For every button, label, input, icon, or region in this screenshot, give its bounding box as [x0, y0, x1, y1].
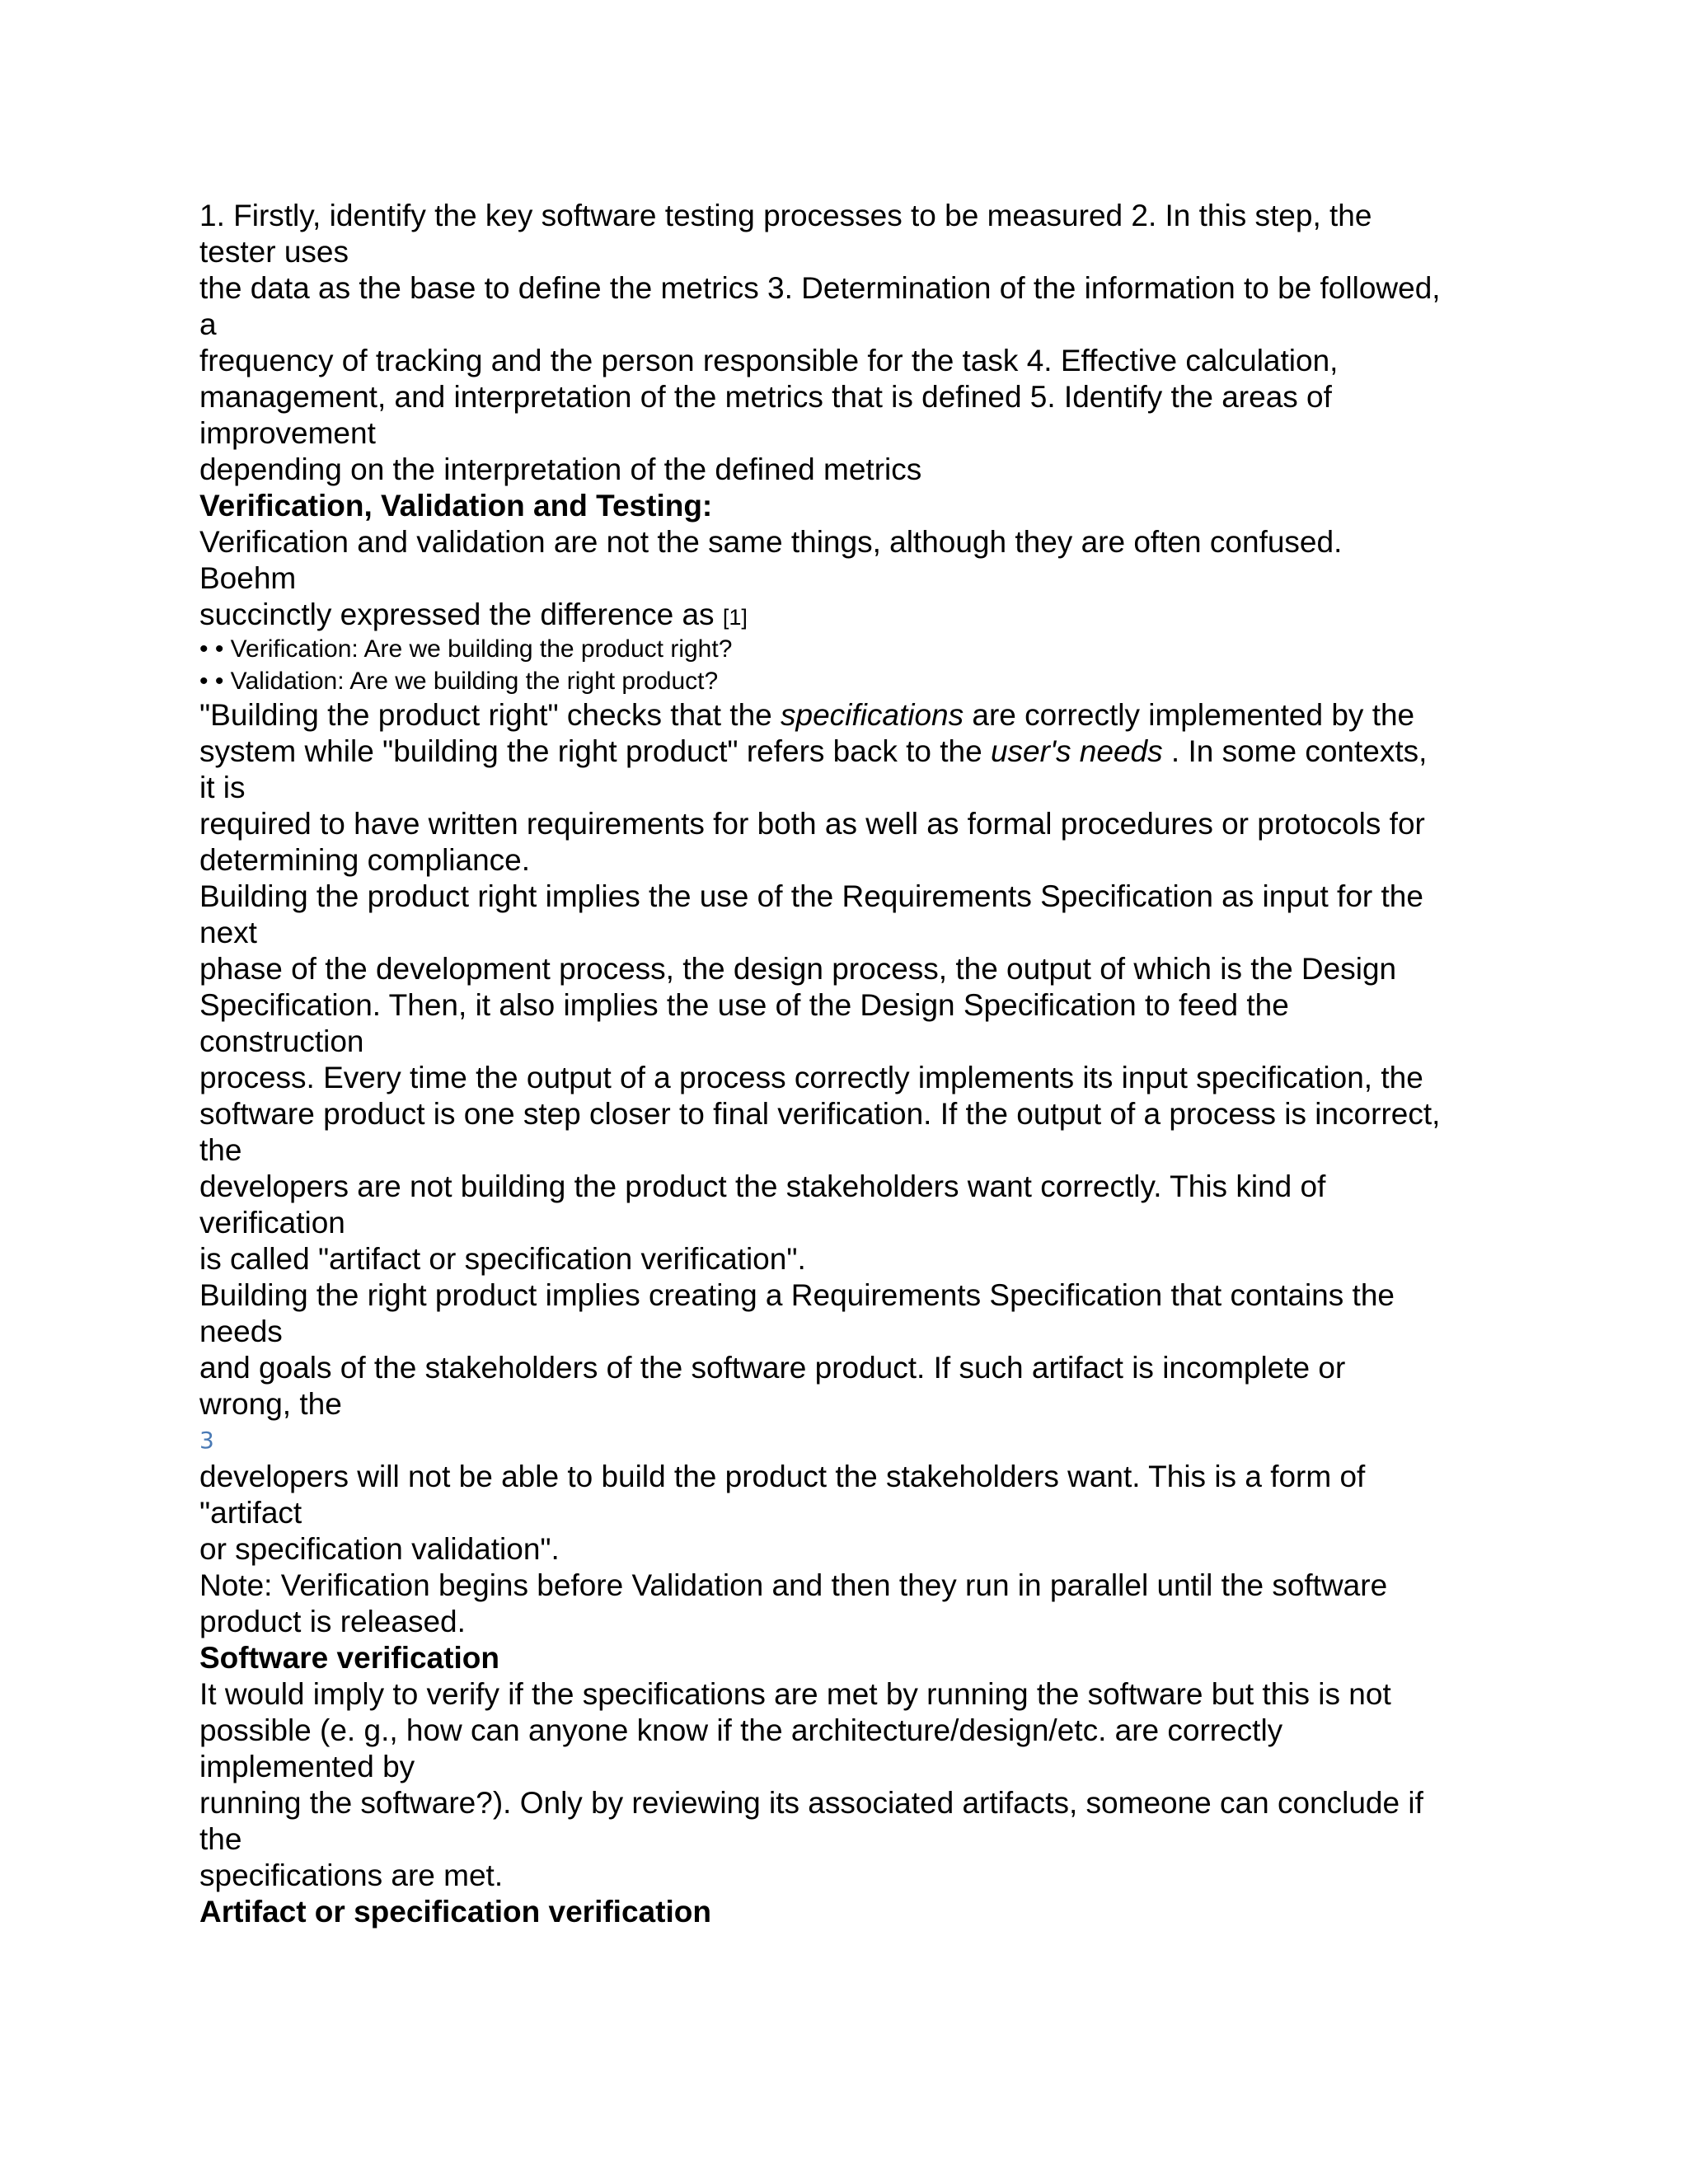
- text-line: management, and interpretation of the metrics that is defined 5. Identify the areas of: [199, 380, 1332, 414]
- text-line: needs: [199, 1315, 283, 1348]
- document-body: [199, 198, 1518, 1930]
- text-segment: are correctly implemented by the: [964, 698, 1415, 732]
- text-line: Specification. Then, it also implies the use of the Design Specification to feed the: [199, 988, 1289, 1022]
- citation-reference: [1]: [722, 605, 748, 630]
- text-line: [199, 697, 1518, 733]
- text-line: tester uses: [199, 235, 349, 269]
- text-line: possible (e. g., how can anyone know if the architecture/design/etc. are correctly: [199, 1713, 1283, 1747]
- text-line: software product is one step closer to final verification. If the output of a process is incorrect,: [199, 1097, 1441, 1131]
- text-line: wrong, the: [199, 1387, 342, 1421]
- text-line: Building the product right implies the use of the Requirements Specification as input for the: [199, 879, 1423, 913]
- text-line: [199, 733, 1518, 770]
- text-line: [199, 597, 1518, 633]
- text-line: 1. Firstly, identify the key software testing processes to be measured 2. In this step, the: [199, 199, 1372, 232]
- text-line: it is: [199, 771, 246, 804]
- text-line: developers are not building the product the stakeholders want correctly. This kind of: [199, 1169, 1326, 1203]
- text-line: construction: [199, 1024, 364, 1058]
- text-line: Verification and validation are not the same things, although they are often confused.: [199, 525, 1343, 559]
- text-line: a: [199, 307, 217, 341]
- bullet-item: • • Verification: Are we building the product right?: [199, 635, 733, 663]
- text-line: specifications are met.: [199, 1858, 504, 1892]
- section-heading: Verification, Validation and Testing:: [199, 489, 713, 523]
- text-line: improvement: [199, 416, 376, 450]
- page-number: 3: [199, 1427, 214, 1454]
- text-line: Boehm: [199, 561, 297, 595]
- text-line: depending on the interpretation of the defined metrics: [199, 452, 922, 486]
- text-line: Note: Verification begins before Validation and then they run in parallel until the software: [199, 1568, 1388, 1602]
- text-line: process. Every time the output of a process correctly implements its input specification, the: [199, 1061, 1423, 1094]
- text-line: It would imply to verify if the specifications are met by running the software but this is not: [199, 1677, 1391, 1711]
- bullet-item: • • Validation: Are we building the right product?: [199, 668, 719, 695]
- text-line: the data as the base to define the metrics 3. Determination of the information to be followed,: [199, 271, 1441, 305]
- text-line: Building the right product implies creating a Requirements Specification that contains the: [199, 1278, 1395, 1312]
- text-line: the: [199, 1822, 242, 1856]
- text-line: determining compliance.: [199, 843, 531, 877]
- text-line: implemented by: [199, 1750, 415, 1783]
- text-line: required to have written requirements for both as well as formal procedures or protocols for: [199, 807, 1425, 841]
- italic-term: specifications: [781, 698, 964, 732]
- text-segment: system while "building the right product" refers back to the: [199, 734, 991, 768]
- text-line: product is released.: [199, 1605, 466, 1638]
- text-line: and goals of the stakeholders of the software product. If such artifact is incomplete or: [199, 1351, 1346, 1385]
- text-line: verification: [199, 1206, 345, 1240]
- section-heading: Software verification: [199, 1641, 499, 1675]
- section-heading: Artifact or specification verification: [199, 1895, 711, 1929]
- text-line: phase of the development process, the design process, the output of which is the Design: [199, 952, 1397, 986]
- text-line: developers will not be able to build the product the stakeholders want. This is a form of: [199, 1460, 1366, 1493]
- text-line: running the software?). Only by reviewing its associated artifacts, someone can conclude if: [199, 1786, 1423, 1820]
- text-line: next: [199, 916, 257, 949]
- text-line: frequency of tracking and the person responsible for the task 4. Effective calculation,: [199, 344, 1339, 377]
- text-segment: "Building the product right" checks that the: [199, 698, 781, 732]
- text-segment: . In some contexts,: [1162, 734, 1428, 768]
- text-line: the: [199, 1133, 242, 1167]
- text-segment: succinctly expressed the difference as: [199, 598, 723, 631]
- text-line: is called "artifact or specification verification".: [199, 1242, 806, 1276]
- text-line: or specification validation".: [199, 1532, 560, 1566]
- text-line: "artifact: [199, 1496, 302, 1530]
- italic-term: user's needs: [990, 734, 1163, 768]
